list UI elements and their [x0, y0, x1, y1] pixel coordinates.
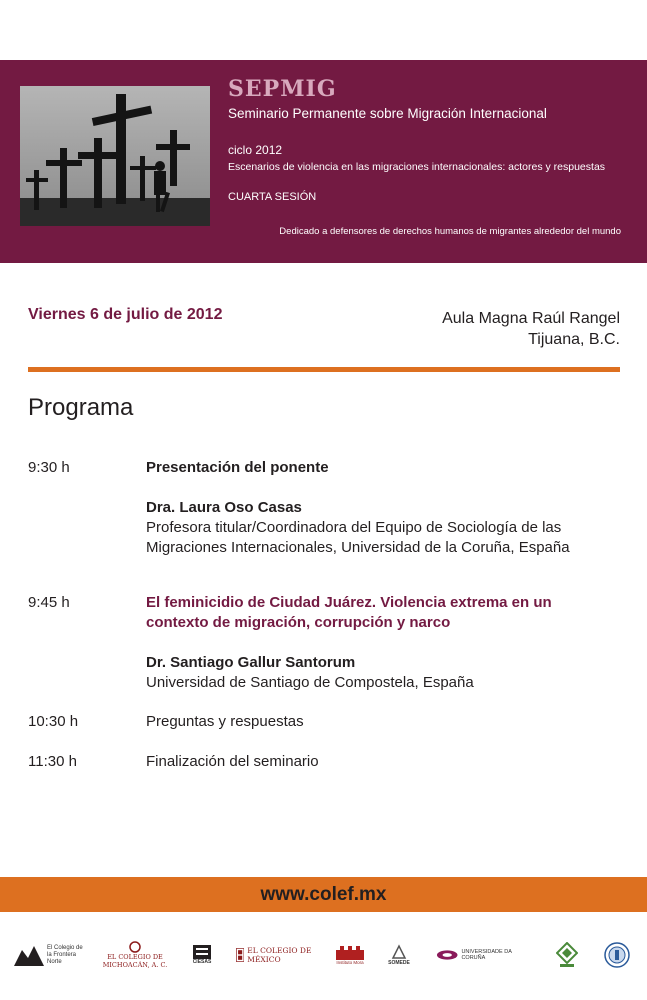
mora-logo: Instituto Mora [334, 935, 366, 975]
program-item [146, 752, 616, 772]
website-link[interactable]: www.colef.mx [260, 884, 387, 905]
footer-bar [0, 877, 647, 912]
colef-emblem-icon [14, 944, 44, 966]
somede-logo: SOMEDE [384, 935, 414, 975]
ciesas-logo: CIESAS [190, 935, 214, 975]
colmich-emblem-icon [129, 941, 141, 953]
program-item [146, 593, 616, 693]
somede-emblem-icon [389, 944, 409, 960]
blue-seal-icon [604, 942, 630, 968]
venue-city: Tijuana, B.C. [528, 331, 620, 348]
cycle-label: ciclo 2012 [228, 143, 283, 157]
crosses-image [20, 86, 210, 226]
speaker-name: Dr. Santiago Gallur Santorum [146, 654, 356, 671]
seminar-title: Seminario Permanente sobre Migración Internacional [228, 106, 547, 121]
mora-emblem-icon [336, 946, 364, 960]
coruna-logo: UNIVERSIDADE DA CORUÑA [436, 935, 532, 975]
header-banner [0, 60, 647, 263]
venue-name: Aula Magna Raúl Rangel [442, 310, 620, 327]
item-time: 11:30 h [28, 753, 77, 770]
blue-seal-logo [604, 935, 632, 975]
session-label: CUARTA SESIÓN [228, 191, 317, 203]
divider-rule [28, 367, 620, 372]
item-time: 9:45 h [28, 594, 70, 611]
item-title: Finalización del seminario [146, 753, 319, 770]
coruna-emblem-icon [436, 949, 458, 961]
sponsor-logos [0, 935, 647, 980]
colmex-emblem-icon [236, 945, 244, 965]
speaker-name: Dra. Laura Oso Casas [146, 499, 302, 516]
event-date: Viernes 6 de julio de 2012 [28, 306, 223, 323]
dedication-text: Dedicado a defensores de derechos humanos de migrantes alrededor del mundo [279, 226, 621, 237]
program-item [146, 458, 616, 558]
speaker-affiliation: Universidad de Santiago de Compostela, España [146, 674, 474, 691]
cycle-theme: Escenarios de violencia en las migraciones internacionales: actores y respuestas [228, 161, 606, 173]
green-seal-logo [556, 935, 580, 975]
colmex-logo: EL COLEGIO DE MÉXICO [236, 935, 316, 975]
crosses-photo [20, 86, 210, 226]
green-seal-icon [556, 942, 578, 968]
colef-logo: El Colegio de la Frontera Norte [14, 935, 84, 975]
item-title: Preguntas y respuestas [146, 713, 304, 730]
sepmig-logo: SEPMIG [228, 76, 337, 102]
item-title: Presentación del ponente [146, 459, 329, 476]
talk-title: El feminicidio de Ciudad Juárez. Violencia extrema en un contexto de migración, corrupción y narco [146, 594, 552, 631]
speaker-affiliation: Profesora titular/Coordinadora del Equipo de Sociología de las Migraciones Internacionales, Universidad de la Coruña, España [146, 519, 570, 556]
colmich-logo: EL COLEGIO DE MICHOACÁN, A. C. [98, 935, 172, 975]
ciesas-emblem-icon [193, 945, 211, 959]
item-time: 9:30 h [28, 459, 70, 476]
program-item [146, 712, 616, 732]
program-heading: Programa [28, 394, 134, 421]
item-time: 10:30 h [28, 713, 79, 730]
event-venue [442, 308, 620, 350]
